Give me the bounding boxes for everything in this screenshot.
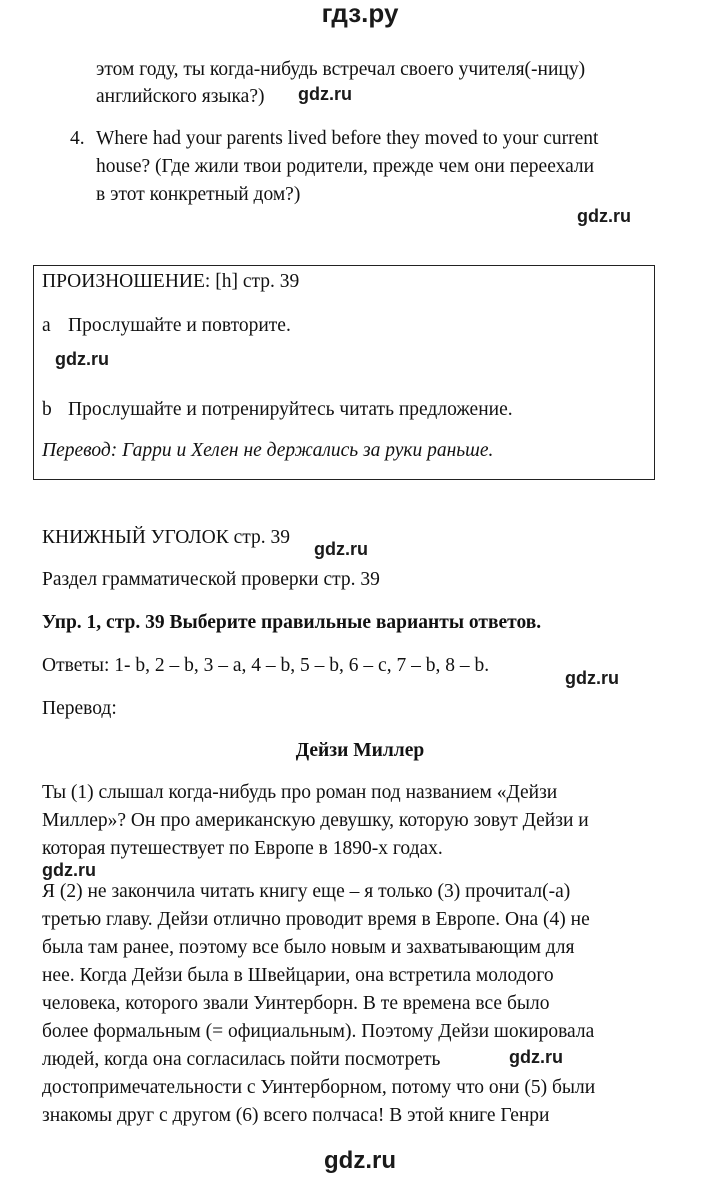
paragraph2-line-9: знакомы друг с другом (6) всего полчаса! В этой книге Генри [42, 1105, 550, 1126]
paragraph1-line-1: Ты (1) слышал когда-нибудь про роман под названием «Дейзи [42, 782, 558, 803]
pronunciation-b-letter: b [42, 399, 52, 420]
watermark-3: gdz.ru [55, 349, 109, 369]
watermark-4: gdz.ru [314, 539, 368, 559]
paragraph2-line-6: более формальным (= официальным). Поэтому Дейзи шокировала [42, 1021, 595, 1042]
header-site-logo: гдз.ру [321, 0, 399, 28]
question4-line-3: в этот конкретный дом?) [96, 184, 301, 205]
pronunciation-title: ПРОИЗНОШЕНИЕ: [h] стр. 39 [42, 271, 300, 292]
pronunciation-translation: Перевод: Гарри и Хелен не держались за руки раньше. [42, 440, 494, 461]
paragraph1-line-3: которая путешествует по Европе в 1890-х годах. [42, 838, 443, 859]
pronunciation-b-text: Прослушайте и потренируйтесь читать предложение. [68, 399, 513, 420]
grammar-check-heading: Раздел грамматической проверки стр. 39 [42, 569, 380, 590]
paragraph2-line-8: достопримечательности с Уинтерборном, потому что они (5) были [42, 1077, 596, 1098]
paragraph2-line-3: была там ранее, поэтому все было новым и захватывающим для [42, 937, 575, 958]
paragraph2-line-2: третью главу. Дейзи отлично проводит время в Европе. Она (4) не [42, 909, 590, 930]
watermark-2: gdz.ru [577, 206, 631, 226]
pronunciation-a-letter: a [42, 315, 51, 336]
story-title: Дейзи Миллер [295, 740, 425, 761]
footer-site-logo: gdz.ru [324, 1147, 396, 1174]
paragraph2-line-7: людей, когда она согласилась пойти посмотреть [42, 1049, 441, 1070]
paragraph2-line-5: человека, которого звали Уинтерборн. В те времена все было [42, 993, 550, 1014]
question4-number: 4. [70, 128, 85, 149]
paragraph2-line-1: Я (2) не закончила читать книгу еще – я только (3) прочитал(-а) [42, 881, 571, 902]
paragraph2-line-4: нее. Когда Дейзи была в Швейцарии, она встретила молодого [42, 965, 554, 986]
watermark-5: gdz.ru [565, 668, 619, 688]
paragraph1-line-2: Миллер»? Он про американскую девушку, которую зовут Дейзи и [42, 810, 589, 831]
question4-line-2: house? (Где жили твои родители, прежде чем они переехали [96, 156, 595, 177]
exercise1-answers: Ответы: 1- b, 2 – b, 3 – a, 4 – b, 5 – b, 6 – c, 7 – b, 8 – b. [42, 655, 490, 676]
intro-line-2: английского языка?) [96, 86, 265, 107]
intro-line-1: этом году, ты когда-нибудь встречал своего учителя(-ницу) [96, 59, 586, 80]
watermark-7: gdz.ru [509, 1047, 563, 1067]
exercise1-heading: Упр. 1, стр. 39 Выберите правильные варианты ответов. [42, 612, 542, 633]
watermark-6: gdz.ru [42, 860, 96, 880]
watermark-1: gdz.ru [298, 84, 352, 104]
exercise1-translation-label: Перевод: [42, 698, 117, 719]
pronunciation-a-text: Прослушайте и повторите. [68, 315, 291, 336]
book-corner-heading: КНИЖНЫЙ УГОЛОК стр. 39 [42, 527, 290, 548]
question4-line-1: Where had your parents lived before they moved to your current [96, 128, 599, 149]
